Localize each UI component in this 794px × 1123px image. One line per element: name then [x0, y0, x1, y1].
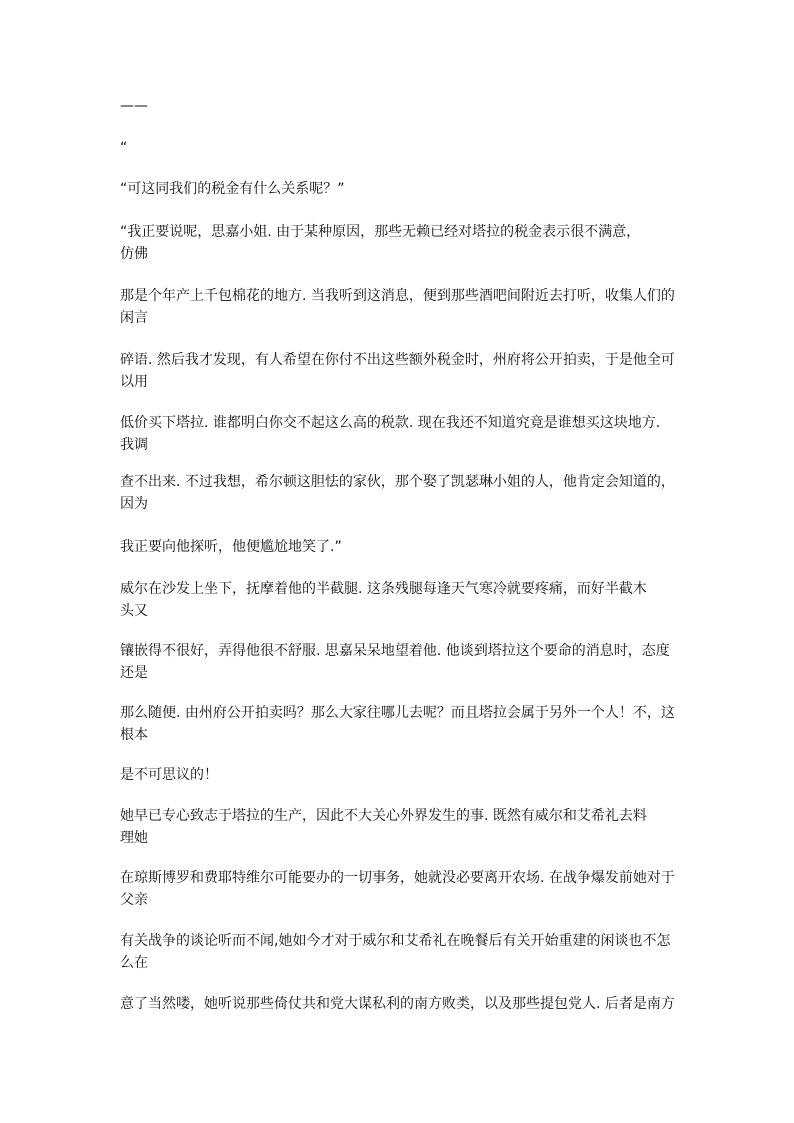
text-line: 因为	[120, 496, 148, 512]
text-line: 理她	[120, 830, 148, 846]
text-line: “我正要说呢，思嘉小姐. 由于某种原因，那些无赖已经对塔拉的税金表示很不满意，	[120, 224, 641, 240]
text-line: ——	[120, 98, 148, 114]
text-line: “	[120, 140, 128, 156]
text-line: 头又	[120, 603, 148, 619]
text-line: 碎语. 然后我才发现，有人希望在你付不出这些额外税金时，州府将公开拍卖，于是他全可	[120, 352, 675, 368]
text-line: “可这同我们的税金有什么关系呢？”	[120, 181, 345, 197]
text-line: 那么随便. 由州府公开拍卖吗？那么大家往哪儿去呢？而且塔拉会属于另外一个人！不，这	[120, 705, 675, 721]
text-line: 闲言	[120, 310, 148, 326]
text-line: 有关战争的谈论听而不闻,她如今才对于威尔和艾希礼在晚餐后有关开始重建的闲谈也不怎	[120, 933, 671, 949]
text-line: 我调	[120, 437, 148, 453]
text-line: 意了当然喽，她听说那些倚仗共和党大谋私利的南方败类，以及那些提包党人. 后者是南方	[120, 996, 675, 1012]
text-line: 仿佛	[120, 246, 148, 262]
text-line: 父亲	[120, 892, 148, 908]
text-line: 我正要向他探听，他便尴尬地笑了.”	[120, 539, 342, 555]
text-line: 还是	[120, 665, 148, 681]
text-line: 在琼斯博罗和费耶特维尔可能要办的一切事务，她就没必要离开农场. 在战争爆发前她对于	[120, 870, 675, 886]
text-line: 镶嵌得不很好，弄得他很不舒服. 思嘉呆呆地望着他. 他谈到塔拉这个要命的消息时，态度	[120, 643, 670, 659]
text-line: 她早已专心致志于塔拉的生产，因此不大关心外界发生的事. 既然有威尔和艾希礼去料	[120, 808, 647, 824]
text-line: 查不出来. 不过我想，希尔顿这胆怯的家伙，那个娶了凯瑟琳小姐的人，他肯定会知道的，	[120, 474, 675, 490]
text-line: 以用	[120, 374, 148, 390]
text-line: 那是个年产上千包棉花的地方. 当我听到这消息，便到那些酒吧间附近去打听，收集人们的	[120, 288, 675, 304]
text-line: 威尔在沙发上坐下，抚摩着他的半截腿. 这条残腿每逢天气寒冷就要疼痛，而好半截木	[120, 581, 647, 597]
text-line: 低价买下塔拉. 谁都明白你交不起这么高的税款. 现在我还不知道究竟是谁想买这块地方.	[120, 415, 661, 431]
text-line: 么在	[120, 955, 148, 971]
text-line: 是不可思议的！	[120, 767, 218, 783]
text-line: 根本	[120, 727, 148, 743]
